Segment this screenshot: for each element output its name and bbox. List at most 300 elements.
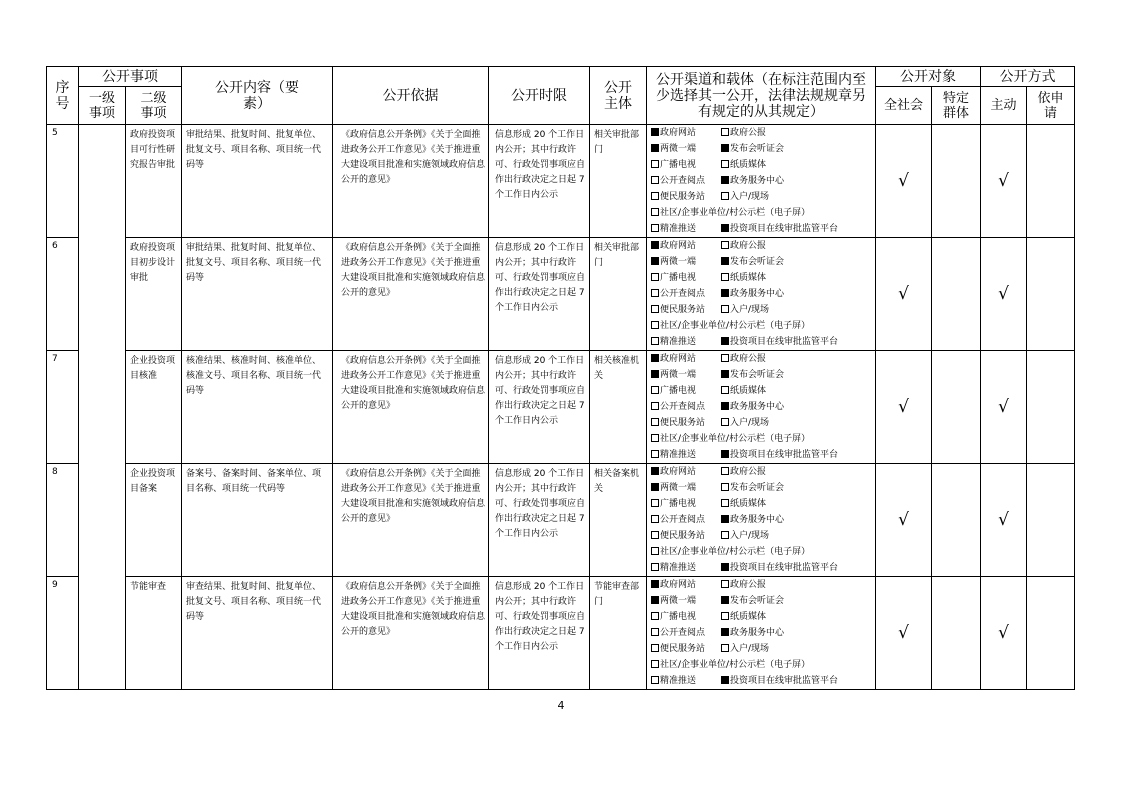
channel-checkbox xyxy=(721,370,729,378)
channel-option-left xyxy=(651,399,721,415)
header-time-limit: 公开时限 xyxy=(489,67,590,125)
channel-checkbox xyxy=(651,644,659,652)
channel-option-label: 政府网站 xyxy=(660,354,697,364)
channel-line xyxy=(651,447,875,463)
channel-line xyxy=(651,544,875,560)
channel-checkbox xyxy=(651,434,659,442)
channel-line xyxy=(651,141,875,157)
channel-option-left xyxy=(651,302,721,318)
channel-option-label: 投资项目在线审批监管平台 xyxy=(730,676,839,686)
channel-option-left xyxy=(651,431,810,447)
channel-option-right xyxy=(721,176,784,186)
channel-option-right xyxy=(721,273,766,283)
channel-checkbox xyxy=(651,676,659,684)
channel-option-label: 两微一端 xyxy=(660,257,697,267)
row-method-active-mark: √ xyxy=(981,351,1027,464)
channel-option-right xyxy=(721,370,784,380)
channel-option-label: 公开查阅点 xyxy=(660,402,706,412)
channel-option-label: 两微一端 xyxy=(660,483,697,493)
channel-option-label: 精准推送 xyxy=(660,563,697,573)
channel-checkbox xyxy=(721,128,729,136)
channel-option-label: 发布会听证会 xyxy=(730,370,785,380)
channel-option-label: 纸质媒体 xyxy=(730,386,767,396)
channel-option-label: 广播电视 xyxy=(660,499,697,509)
channel-option-left xyxy=(651,221,721,237)
channel-option-right xyxy=(721,337,838,347)
row-target-specific-mark xyxy=(932,464,981,577)
channel-checkbox xyxy=(651,241,659,249)
channel-option-label: 政务服务中心 xyxy=(730,628,785,638)
channel-option-label: 政府网站 xyxy=(660,580,697,590)
channel-line xyxy=(651,318,875,334)
channel-line xyxy=(651,302,875,318)
channel-checkbox xyxy=(721,499,729,507)
channel-checkbox xyxy=(721,289,729,297)
row-subject: 相关备案机关 xyxy=(590,464,647,577)
channel-option-label: 两微一端 xyxy=(660,144,697,154)
channel-checkbox xyxy=(651,370,659,378)
channel-option-left xyxy=(651,351,721,367)
row-level2: 企业投资项目备案 xyxy=(126,464,182,577)
channel-option-left xyxy=(651,254,721,270)
channel-option-right xyxy=(721,160,766,170)
row-target-specific-mark xyxy=(932,351,981,464)
channel-checkbox xyxy=(651,128,659,136)
channel-option-left xyxy=(651,189,721,205)
channel-checkbox xyxy=(651,596,659,604)
row-basis: 《政府信息公开条例》《关于全面推进政务公开工作意见》《关于推进重大建设项目批准和实施领域政府信息公开的意见》 xyxy=(333,125,489,238)
channel-option-left xyxy=(651,464,721,480)
header-method-active: 主动 xyxy=(981,87,1027,125)
channel-checkbox xyxy=(651,337,659,345)
header-subject: 公开主体 xyxy=(590,67,647,125)
channel-checkbox xyxy=(721,612,729,620)
channel-checkbox xyxy=(721,402,729,410)
channel-checkbox xyxy=(651,499,659,507)
row-target-all-mark: √ xyxy=(876,577,932,690)
channel-checkbox xyxy=(721,337,729,345)
row-seq: 5 xyxy=(47,125,79,238)
channel-option-right xyxy=(721,305,769,315)
channel-option-label: 纸质媒体 xyxy=(730,612,767,622)
channel-option-label: 广播电视 xyxy=(660,612,697,622)
row-time-limit: 信息形成 20 个工作日内公开；其中行政许可、行政处罚事项应自作出行政决定之日起 7 个工作日内公示 xyxy=(489,464,590,577)
channel-option-left xyxy=(651,173,721,189)
channel-line xyxy=(651,431,875,447)
channel-option-label: 精准推送 xyxy=(660,676,697,686)
channel-option-left xyxy=(651,205,810,221)
channel-checkbox xyxy=(721,563,729,571)
channel-checkbox xyxy=(721,176,729,184)
channel-line xyxy=(651,512,875,528)
channel-option-right xyxy=(721,531,769,541)
channel-option-right xyxy=(721,289,784,299)
row-method-active-mark: √ xyxy=(981,125,1027,238)
channel-line xyxy=(651,367,875,383)
channel-option-label: 社区/企事业单位/村公示栏（电子屏） xyxy=(660,208,811,218)
row-channel xyxy=(647,238,876,351)
channel-option-label: 便民服务站 xyxy=(660,192,706,202)
channel-option-right xyxy=(721,467,766,477)
channel-checkbox xyxy=(721,531,729,539)
channel-line xyxy=(651,351,875,367)
table-row xyxy=(47,238,1075,351)
channel-option-label: 纸质媒体 xyxy=(730,160,767,170)
channel-option-left xyxy=(651,496,721,512)
channel-option-label: 投资项目在线审批监管平台 xyxy=(730,563,839,573)
channel-option-right xyxy=(721,402,784,412)
channel-option-right xyxy=(721,580,766,590)
channel-option-label: 社区/企事业单位/村公示栏（电子屏） xyxy=(660,547,811,557)
channel-line xyxy=(651,577,875,593)
channel-option-label: 社区/企事业单位/村公示栏（电子屏） xyxy=(660,660,811,670)
channel-option-right xyxy=(721,515,784,525)
row-basis: 《政府信息公开条例》《关于全面推进政务公开工作意见》《关于推进重大建设项目批准和实施领域政府信息公开的意见》 xyxy=(333,464,489,577)
channel-option-left xyxy=(651,415,721,431)
channel-checkbox xyxy=(721,676,729,684)
row-level2: 政府投资项目初步设计审批 xyxy=(126,238,182,351)
channel-option-left xyxy=(651,367,721,383)
channel-option-label: 纸质媒体 xyxy=(730,273,767,283)
channel-line xyxy=(651,480,875,496)
channel-option-label: 社区/企事业单位/村公示栏（电子屏） xyxy=(660,321,811,331)
header-level1: 一级事项 xyxy=(79,87,126,125)
header-content: 公开内容（要素） xyxy=(182,67,333,125)
channel-option-right xyxy=(721,596,784,606)
channel-checkbox xyxy=(651,563,659,571)
row-seq: 8 xyxy=(47,464,79,577)
channel-option-right xyxy=(721,418,769,428)
channel-option-left xyxy=(651,480,721,496)
channel-checkbox xyxy=(651,547,659,555)
channel-option-left xyxy=(651,673,721,689)
channel-checkbox xyxy=(721,386,729,394)
channel-line xyxy=(651,270,875,286)
channel-option-right xyxy=(721,628,784,638)
row-method-apply-mark xyxy=(1027,577,1075,690)
channel-option-label: 发布会听证会 xyxy=(730,596,785,606)
row-level1 xyxy=(79,125,126,690)
channel-checkbox xyxy=(651,176,659,184)
channel-option-label: 投资项目在线审批监管平台 xyxy=(730,224,839,234)
channel-option-label: 政府公报 xyxy=(730,128,767,138)
header-target-all: 全社会 xyxy=(876,87,932,125)
table-row xyxy=(47,464,1075,577)
header-method-apply: 依申请 xyxy=(1027,87,1075,125)
row-channel xyxy=(647,464,876,577)
channel-option-label: 政务服务中心 xyxy=(730,402,785,412)
channel-option-label: 政务服务中心 xyxy=(730,176,785,186)
channel-option-label: 政府网站 xyxy=(660,467,697,477)
channel-checkbox xyxy=(721,483,729,491)
channel-option-left xyxy=(651,657,810,673)
row-content: 核准结果、核准时间、核准单位、核准文号、项目名称、项目统一代码等 xyxy=(182,351,333,464)
channel-option-label: 政府网站 xyxy=(660,241,697,251)
row-target-all-mark: √ xyxy=(876,238,932,351)
channel-checkbox xyxy=(651,483,659,491)
channel-option-label: 两微一端 xyxy=(660,596,697,606)
channel-checkbox xyxy=(651,144,659,152)
channel-line xyxy=(651,496,875,512)
channel-checkbox xyxy=(651,192,659,200)
channel-option-label: 入户/现场 xyxy=(730,531,770,541)
channel-option-label: 入户/现场 xyxy=(730,418,770,428)
channel-option-label: 公开查阅点 xyxy=(660,628,706,638)
channel-line xyxy=(651,238,875,254)
channel-checkbox xyxy=(651,224,659,232)
channel-option-left xyxy=(651,577,721,593)
channel-option-label: 精准推送 xyxy=(660,224,697,234)
channel-option-right xyxy=(721,676,838,686)
channel-option-left xyxy=(651,286,721,302)
row-target-specific-mark xyxy=(932,238,981,351)
channel-checkbox xyxy=(721,596,729,604)
channel-option-label: 政府公报 xyxy=(730,580,767,590)
channel-option-label: 广播电视 xyxy=(660,386,697,396)
channel-checkbox xyxy=(651,160,659,168)
channel-line xyxy=(651,157,875,173)
row-channel xyxy=(647,577,876,690)
row-content: 审批结果、批复时间、批复单位、批复文号、项目名称、项目统一代码等 xyxy=(182,125,333,238)
row-content: 备案号、备案时间、备案单位、项目名称、项目统一代码等 xyxy=(182,464,333,577)
channel-checkbox xyxy=(651,273,659,281)
channel-option-label: 精准推送 xyxy=(660,450,697,460)
row-time-limit: 信息形成 20 个工作日内公开；其中行政许可、行政处罚事项应自作出行政决定之日起 7 个工作日内公示 xyxy=(489,125,590,238)
channel-checkbox xyxy=(651,628,659,636)
channel-checkbox xyxy=(721,160,729,168)
row-subject: 相关审批部门 xyxy=(590,125,647,238)
channel-checkbox xyxy=(721,241,729,249)
row-level2: 企业投资项目核准 xyxy=(126,351,182,464)
channel-option-label: 政府公报 xyxy=(730,354,767,364)
channel-line xyxy=(651,673,875,689)
channel-option-left xyxy=(651,512,721,528)
channel-checkbox xyxy=(721,467,729,475)
channel-line xyxy=(651,657,875,673)
channel-checkbox xyxy=(651,467,659,475)
row-content: 审查结果、批复时间、批复单位、批复文号、项目名称、项目统一代码等 xyxy=(182,577,333,690)
channel-option-left xyxy=(651,125,721,141)
channel-option-label: 入户/现场 xyxy=(730,305,770,315)
row-seq: 7 xyxy=(47,351,79,464)
row-target-specific-mark xyxy=(932,125,981,238)
row-time-limit: 信息形成 20 个工作日内公开；其中行政许可、行政处罚事项应自作出行政决定之日起 7 个工作日内公示 xyxy=(489,238,590,351)
channel-option-label: 政务服务中心 xyxy=(730,515,785,525)
channel-line xyxy=(651,641,875,657)
row-subject: 相关核准机关 xyxy=(590,351,647,464)
channel-checkbox xyxy=(721,257,729,265)
channel-checkbox xyxy=(721,192,729,200)
channel-checkbox xyxy=(651,402,659,410)
row-level2: 节能审查 xyxy=(126,577,182,690)
channel-line xyxy=(651,254,875,270)
channel-line xyxy=(651,125,875,141)
channel-checkbox xyxy=(651,208,659,216)
channel-line xyxy=(651,609,875,625)
channel-checkbox xyxy=(721,450,729,458)
channel-option-right xyxy=(721,144,784,154)
channel-option-right xyxy=(721,483,784,493)
channel-option-label: 发布会听证会 xyxy=(730,144,785,154)
channel-option-right xyxy=(721,128,766,138)
channel-option-label: 公开查阅点 xyxy=(660,515,706,525)
channel-option-label: 入户/现场 xyxy=(730,644,770,654)
channel-option-label: 便民服务站 xyxy=(660,644,706,654)
channel-checkbox xyxy=(651,321,659,329)
channel-line xyxy=(651,528,875,544)
channel-option-left xyxy=(651,544,810,560)
row-target-specific-mark xyxy=(932,577,981,690)
channel-option-right xyxy=(721,386,766,396)
channel-option-label: 政务服务中心 xyxy=(730,289,785,299)
channel-option-left xyxy=(651,383,721,399)
channel-checkbox xyxy=(721,580,729,588)
channel-option-label: 便民服务站 xyxy=(660,531,706,541)
channel-option-left xyxy=(651,318,810,334)
row-channel xyxy=(647,125,876,238)
channel-option-left xyxy=(651,270,721,286)
row-level2: 政府投资项目可行性研究报告审批 xyxy=(126,125,182,238)
channel-option-label: 便民服务站 xyxy=(660,305,706,315)
page-number: 4 xyxy=(557,699,565,712)
header-target-group: 公开对象 xyxy=(876,67,981,87)
channel-option-right xyxy=(721,450,838,460)
header-items-group: 公开事项 xyxy=(79,67,182,87)
channel-option-label: 入户/现场 xyxy=(730,192,770,202)
channel-line xyxy=(651,625,875,641)
channel-option-right xyxy=(721,354,766,364)
row-seq: 9 xyxy=(47,577,79,690)
row-method-apply-mark xyxy=(1027,238,1075,351)
channel-option-left xyxy=(651,625,721,641)
channel-checkbox xyxy=(721,515,729,523)
channel-line xyxy=(651,399,875,415)
channel-checkbox xyxy=(651,386,659,394)
header-level2: 二级事项 xyxy=(126,87,182,125)
channel-line xyxy=(651,334,875,350)
channel-option-left xyxy=(651,560,721,576)
channel-line xyxy=(651,221,875,237)
channel-option-label: 发布会听证会 xyxy=(730,483,785,493)
row-subject: 相关审批部门 xyxy=(590,238,647,351)
header-method-group: 公开方式 xyxy=(981,67,1075,87)
channel-line xyxy=(651,383,875,399)
channel-option-label: 发布会听证会 xyxy=(730,257,785,267)
channel-line xyxy=(651,560,875,576)
channel-option-label: 便民服务站 xyxy=(660,418,706,428)
channel-option-left xyxy=(651,238,721,254)
table-body xyxy=(47,125,1075,690)
row-time-limit: 信息形成 20 个工作日内公开；其中行政许可、行政处罚事项应自作出行政决定之日起 7 个工作日内公示 xyxy=(489,577,590,690)
channel-option-left xyxy=(651,141,721,157)
channel-checkbox xyxy=(721,354,729,362)
channel-option-label: 纸质媒体 xyxy=(730,499,767,509)
channel-checkbox xyxy=(651,354,659,362)
row-subject: 节能审查部门 xyxy=(590,577,647,690)
channel-line xyxy=(651,189,875,205)
row-method-apply-mark xyxy=(1027,351,1075,464)
channel-line xyxy=(651,593,875,609)
channel-option-label: 政府公报 xyxy=(730,241,767,251)
row-target-all-mark: √ xyxy=(876,125,932,238)
channel-option-right xyxy=(721,192,769,202)
channel-checkbox xyxy=(651,612,659,620)
table-row xyxy=(47,351,1075,464)
channel-checkbox xyxy=(651,580,659,588)
row-method-active-mark: √ xyxy=(981,238,1027,351)
channel-option-label: 公开查阅点 xyxy=(660,289,706,299)
row-target-all-mark: √ xyxy=(876,351,932,464)
channel-line xyxy=(651,286,875,302)
channel-option-right xyxy=(721,612,766,622)
channel-option-right xyxy=(721,644,769,654)
row-method-active-mark: √ xyxy=(981,464,1027,577)
row-method-apply-mark xyxy=(1027,464,1075,577)
row-basis: 《政府信息公开条例》《关于全面推进政务公开工作意见》《关于推进重大建设项目批准和实施领域政府信息公开的意见》 xyxy=(333,238,489,351)
header-seq: 序号 xyxy=(47,67,79,125)
channel-option-label: 社区/企事业单位/村公示栏（电子屏） xyxy=(660,434,811,444)
channel-option-left xyxy=(651,157,721,173)
row-channel xyxy=(647,351,876,464)
row-target-all-mark: √ xyxy=(876,464,932,577)
row-method-active-mark: √ xyxy=(981,577,1027,690)
channel-option-left xyxy=(651,593,721,609)
channel-option-left xyxy=(651,334,721,350)
channel-option-label: 投资项目在线审批监管平台 xyxy=(730,337,839,347)
channel-checkbox xyxy=(721,418,729,426)
channel-option-right xyxy=(721,224,838,234)
channel-option-label: 政府公报 xyxy=(730,467,767,477)
row-method-apply-mark xyxy=(1027,125,1075,238)
channel-line xyxy=(651,415,875,431)
channel-checkbox xyxy=(721,628,729,636)
table-row xyxy=(47,125,1075,238)
channel-line xyxy=(651,173,875,189)
channel-checkbox xyxy=(651,289,659,297)
channel-line xyxy=(651,464,875,480)
channel-checkbox xyxy=(721,273,729,281)
channel-line xyxy=(651,205,875,221)
header-target-specific: 特定群体 xyxy=(932,87,981,125)
disclosure-table xyxy=(46,66,1075,690)
channel-option-right xyxy=(721,499,766,509)
row-content: 审批结果、批复时间、批复单位、批复文号、项目名称、项目统一代码等 xyxy=(182,238,333,351)
channel-checkbox xyxy=(651,450,659,458)
row-basis: 《政府信息公开条例》《关于全面推进政务公开工作意见》《关于推进重大建设项目批准和实施领域政府信息公开的意见》 xyxy=(333,351,489,464)
channel-option-label: 两微一端 xyxy=(660,370,697,380)
channel-checkbox xyxy=(651,257,659,265)
channel-option-label: 公开查阅点 xyxy=(660,176,706,186)
channel-option-right xyxy=(721,241,766,251)
channel-checkbox xyxy=(721,644,729,652)
channel-option-left xyxy=(651,609,721,625)
channel-option-label: 广播电视 xyxy=(660,273,697,283)
channel-checkbox xyxy=(721,224,729,232)
channel-checkbox xyxy=(651,418,659,426)
header-channel: 公开渠道和载体（在标注范围内至少选择其一公开，法律法规规章另有规定的从其规定） xyxy=(647,67,876,125)
channel-checkbox xyxy=(651,305,659,313)
channel-option-left xyxy=(651,447,721,463)
channel-option-right xyxy=(721,257,784,267)
channel-checkbox xyxy=(651,660,659,668)
channel-option-label: 投资项目在线审批监管平台 xyxy=(730,450,839,460)
header-basis: 公开依据 xyxy=(333,67,489,125)
channel-option-right xyxy=(721,563,838,573)
channel-option-label: 政府网站 xyxy=(660,128,697,138)
table-row xyxy=(47,577,1075,690)
channel-option-label: 广播电视 xyxy=(660,160,697,170)
row-time-limit: 信息形成 20 个工作日内公开；其中行政许可、行政处罚事项应自作出行政决定之日起 7 个工作日内公示 xyxy=(489,351,590,464)
